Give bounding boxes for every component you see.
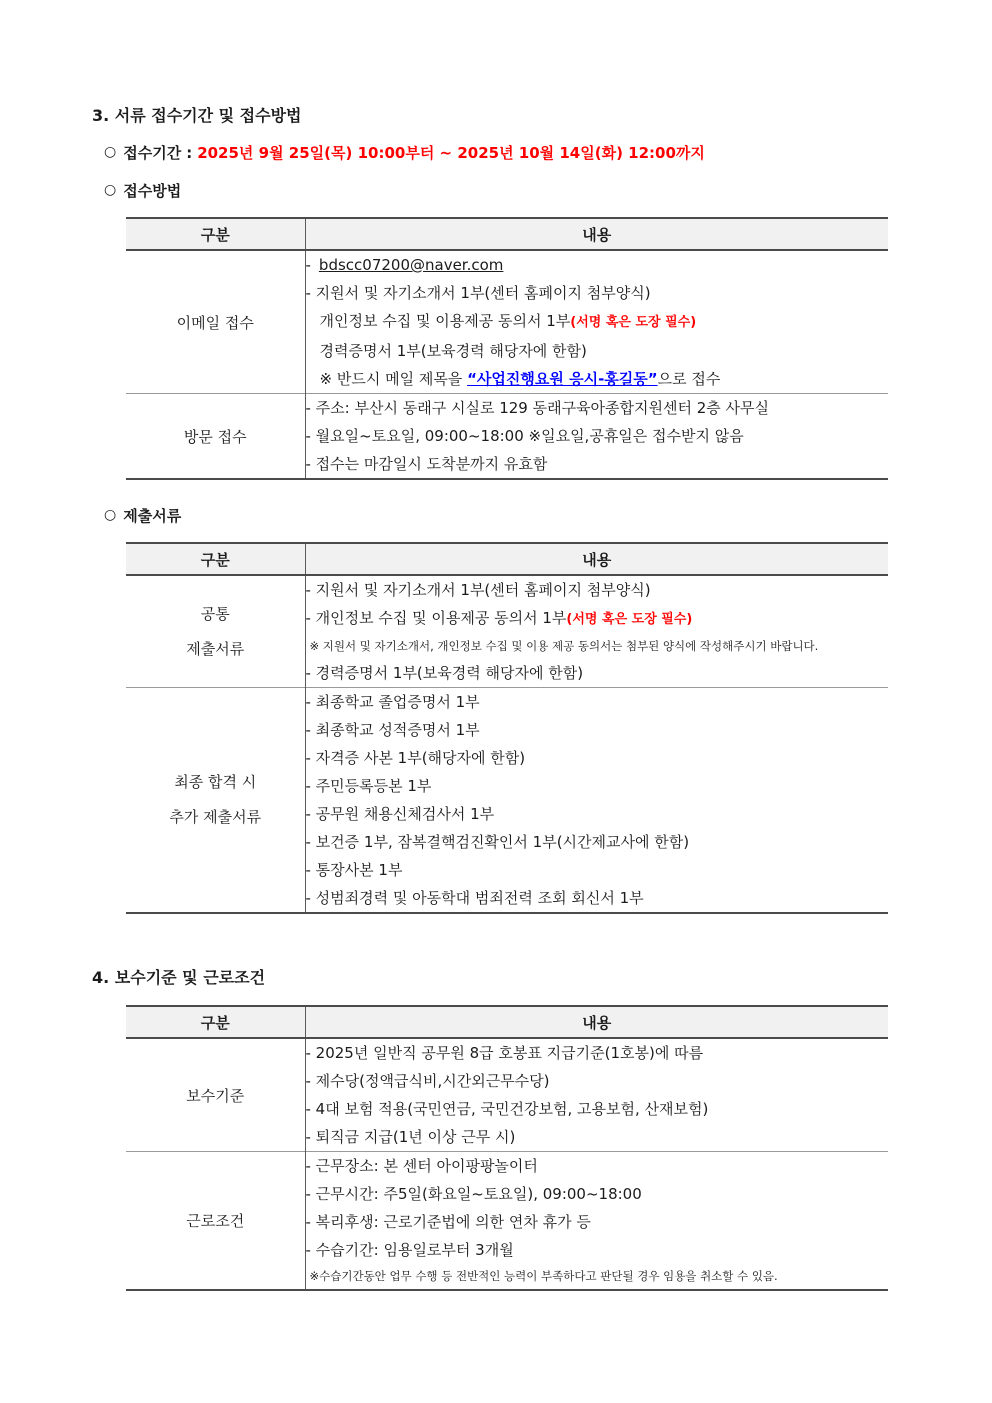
row-label-work-conditions: 근로조건 [126,1152,305,1291]
content-line: - 경력증명서 1부(보육경력 해당자에 한함) [305,664,584,682]
content-line: - 지원서 및 자기소개서 1부(센터 홈페이지 첨부양식) [305,284,651,302]
content-line: 경력증명서 1부(보육경력 해당자에 한함) [319,342,587,360]
apply-method-table [126,217,888,480]
column-header-category: 구분 [126,543,305,575]
column-header-content: 내용 [305,1006,888,1038]
label-line: 공통 [200,604,230,623]
row-content-visit-apply [305,394,888,480]
content-line: - 퇴직금 지급(1년 이상 근무 시) [305,1128,516,1146]
content-line: - 통장사본 1부 [305,861,403,879]
content-line: - 접수는 마감일시 도착분까지 유효함 [305,455,548,473]
column-header-category: 구분 [126,1006,305,1038]
table-row-pay-standard [126,1038,888,1152]
content-line [306,365,889,393]
probation-cancel-note: ※수습기간동안 업무 수행 등 전반적인 능력이 부족하다고 판단될 경우 임용을 취소할 수 있음. [309,1269,778,1283]
section-3-title: 3. 서류 접수기간 및 접수방법 [92,106,302,125]
column-header-category: 구분 [126,218,305,250]
table-row-visit-apply [126,394,888,480]
table-header-row [126,543,888,575]
form-usage-note: ※ 지원서 및 자기소개서, 개인정보 수집 및 이용 제공 동의서는 첨부된 양식에 작성해주시기 바랍니다. [309,639,819,653]
label-line: 추가 제출서류 [169,808,262,826]
row-content-work-conditions [305,1152,888,1291]
label-line: 최종 합격 시 [174,773,257,791]
row-content-email-apply [305,250,888,394]
table-row-final-docs [126,688,888,914]
line-text: 으로 접수 [657,370,721,388]
content-line: - 주소: 부산시 동래구 시실로 129 동래구육아종합지원센터 2층 사무실 [305,399,770,417]
content-line: - 제수당(정액급식비,시간외근무수당) [305,1072,550,1090]
content-line: - 지원서 및 자기소개서 1부(센터 홈페이지 첨부양식) [305,581,651,599]
content-line: - 성범죄경력 및 아동학대 범죄전력 조회 회신서 1부 [305,889,644,907]
content-line: - 보건증 1부, 잠복결핵검진확인서 1부(시간제교사에 한함) [305,833,690,851]
line-text: 개인정보 수집 및 이용제공 동의서 1부 [319,312,571,330]
content-line: - 근무시간: 주5일(화요일~토요일), 09:00~18:00 [305,1185,642,1203]
table-row-common-docs [126,575,888,688]
bullet-apply-method [104,181,992,202]
submission-docs-table [126,542,888,914]
table-header-row [126,218,888,250]
bullet-submission-docs [104,506,992,527]
email-address: bdscc07200@naver.com [318,256,504,274]
section-4-title: 4. 보수기준 및 근로조건 [92,968,266,987]
column-header-content: 내용 [305,543,888,575]
content-line: - 월요일~토요일, 09:00~18:00 ※일요일,공휴일은 접수받지 않음 [305,427,744,445]
apply-method-label: 접수방법 [123,182,182,200]
content-line: - 수습기간: 임용일로부터 3개월 [305,1241,514,1259]
required-stamp-note: (서명 혹은 도장 필수) [566,612,693,627]
circle-bullet-icon: ○ [104,507,117,523]
row-label-visit-apply: 방문 접수 [126,394,305,480]
row-label-final-docs [126,688,305,914]
circle-bullet-icon: ○ [104,144,117,160]
content-line: - 자격증 사본 1부(해당자에 한함) [305,749,526,767]
table-header-row [126,1006,888,1038]
apply-period-value: 2025년 9월 25일(목) 10:00부터 ~ 2025년 10월 14일(화) 12:00까지 [197,144,705,162]
row-label-email-apply: 이메일 접수 [126,250,305,394]
required-stamp-note: (서명 혹은 도장 필수) [570,315,697,330]
circle-bullet-icon: ○ [104,182,117,198]
content-line: - 복리후생: 근로기준법에 의한 연차 휴가 등 [305,1213,591,1231]
row-content-pay-standard [305,1038,888,1152]
column-header-content: 내용 [305,218,888,250]
line-text: ※ 반드시 메일 제목을 [319,370,468,388]
mail-subject-format: “사업진행요원 응시-홍길동” [467,370,658,388]
row-label-pay-standard: 보수기준 [126,1038,305,1152]
apply-period-separator: : [186,144,193,162]
apply-period-label: 접수기간 [123,144,182,162]
content-line: - 근무장소: 본 센터 아이팡팡놀이터 [305,1157,538,1175]
line-text: - 개인정보 수집 및 이용제공 동의서 1부 [305,609,567,627]
content-line: - 4대 보험 적용(국민연금, 국민건강보험, 고용보험, 산재보험) [305,1100,709,1118]
content-line: - 2025년 일반직 공무원 8급 호봉표 지급기준(1호봉)에 따름 [305,1044,704,1062]
submission-docs-label: 제출서류 [123,507,182,525]
content-line: - 주민등록등본 1부 [305,777,432,795]
dash-bullet: - [305,256,311,274]
content-line [306,251,889,279]
table-row-work-conditions [126,1152,888,1291]
row-content-final-docs [305,688,888,914]
row-content-common-docs [305,575,888,688]
bullet-apply-period [104,143,992,164]
content-line: - 최종학교 졸업증명서 1부 [305,693,480,711]
content-line [306,307,889,337]
label-line: 제출서류 [186,639,245,658]
table-row-email-apply [126,250,888,394]
content-line: - 공무원 채용신체검사서 1부 [305,805,495,823]
content-line: - 최종학교 성적증명서 1부 [305,721,480,739]
content-line [306,604,889,634]
pay-conditions-table [126,1005,888,1291]
row-label-common-docs [126,575,305,688]
